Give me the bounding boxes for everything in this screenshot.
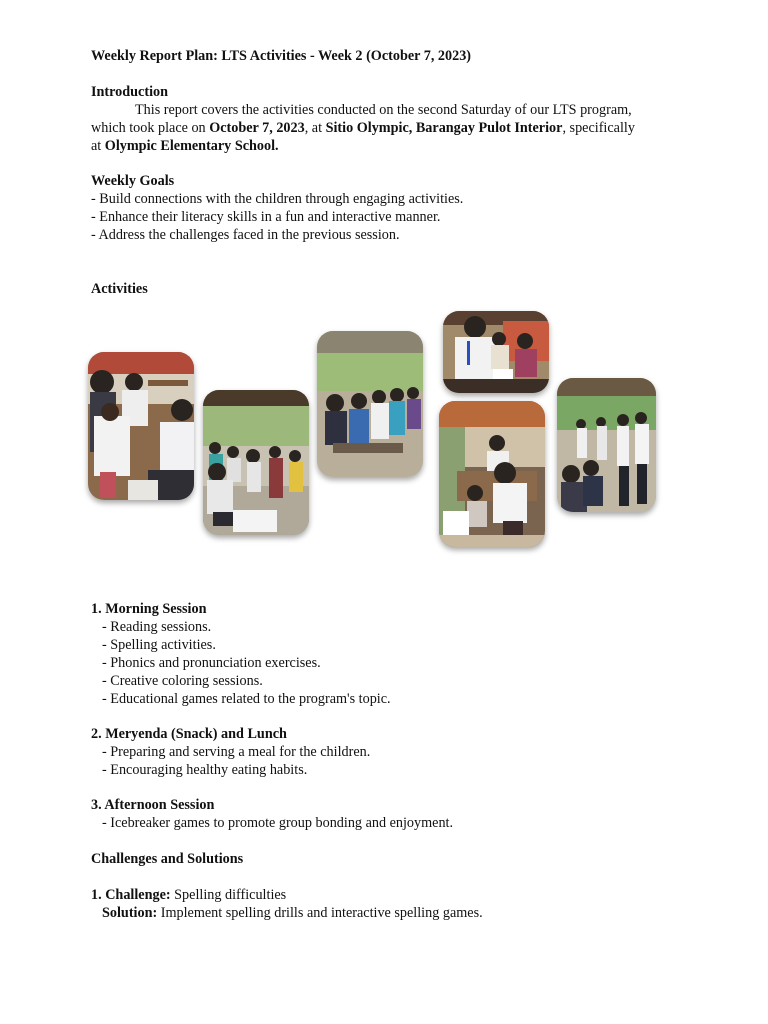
introduction-line-1: This report covers the activities conducted on the second Saturday of our LTS program, (135, 102, 632, 118)
afternoon-session-heading: 3. Afternoon Session (91, 797, 215, 813)
afternoon-item: - Icebreaker games to promote group bonding and enjoyment. (102, 815, 454, 831)
challenge-line (91, 886, 286, 904)
meryenda-item: - Encouraging healthy eating habits. (102, 762, 308, 778)
weekly-goals-heading: Weekly Goals (91, 173, 175, 189)
solution-line (102, 904, 483, 922)
photo-group-seated (203, 390, 309, 535)
morning-session-heading: 1. Morning Session (91, 601, 207, 617)
intro-date: October 7, 2023 (209, 120, 305, 136)
meryenda-item: - Preparing and serving a meal for the children. (102, 744, 371, 760)
activities-heading: Activities (91, 281, 148, 297)
challenge-text: Spelling difficulties (170, 887, 287, 903)
report-title: Weekly Report Plan: LTS Activities - Week 2 (October 7, 2023) (91, 48, 472, 64)
morning-item: - Phonics and pronunciation exercises. (102, 655, 321, 671)
morning-item: - Educational games related to the program's topic. (102, 691, 391, 707)
intro-school: Olympic Elementary School. (104, 138, 279, 154)
intro-text: , specifically (562, 120, 635, 136)
photo-tutoring (88, 352, 194, 500)
intro-text: which took place on (91, 120, 210, 136)
photo-writing-table (439, 401, 545, 547)
photo-children-bench (317, 331, 423, 477)
goal-item: - Enhance their literacy skills in a fun and interactive manner. (91, 209, 441, 225)
challenges-heading: Challenges and Solutions (91, 851, 244, 867)
challenge-label: 1. Challenge: (91, 887, 171, 903)
introduction-heading: Introduction (91, 84, 168, 100)
morning-item: - Spelling activities. (102, 637, 216, 653)
meryenda-heading: 2. Meryenda (Snack) and Lunch (91, 726, 287, 742)
solution-label: Solution: (102, 905, 158, 921)
introduction-line-2 (91, 119, 635, 137)
intro-text: at (91, 138, 105, 154)
morning-item: - Creative coloring sessions. (102, 673, 263, 689)
intro-text: , at (304, 120, 326, 136)
solution-text: Implement spelling drills and interactive spelling games. (157, 905, 483, 921)
morning-item: - Reading sessions. (102, 619, 212, 635)
photo-reading-pair (443, 311, 549, 393)
intro-place: Sitio Olympic, Barangay Pulot Interior (325, 120, 563, 136)
goal-item: - Build connections with the children through engaging activities. (91, 191, 464, 207)
introduction-line-3 (91, 137, 279, 155)
photo-group-standing (557, 378, 656, 512)
goal-item: - Address the challenges faced in the previous session. (91, 227, 400, 243)
